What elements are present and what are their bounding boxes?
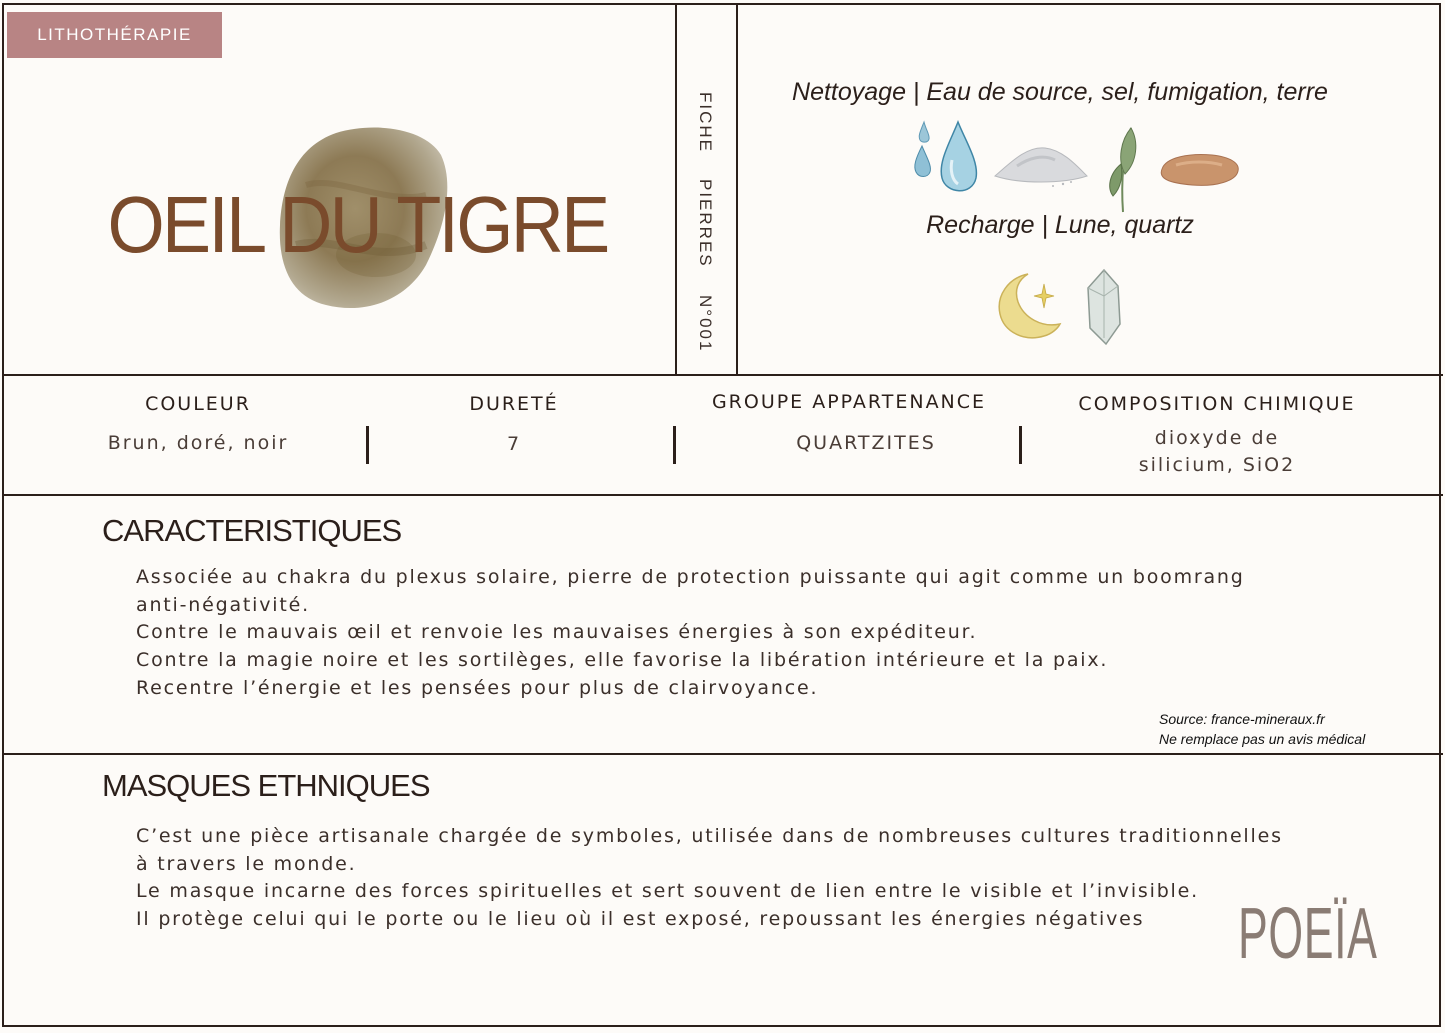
divider-characteristics [2, 753, 1443, 755]
sheet-vertical-label [690, 92, 720, 352]
section-title-masques: MASQUES ETHNIQUES [102, 768, 430, 803]
disclaimer-text: Ne remplace pas un avis médical [1159, 731, 1366, 747]
vertical-label-number: N°001 [696, 294, 715, 352]
paragraph-line: C’est une pièce artisanale chargée de symboles, utilisée dans de nombreuses cultures traditionnelles [136, 825, 1283, 847]
property-value-couleur: Brun, doré, noir [107, 432, 289, 454]
property-value-durete: 7 [506, 433, 522, 455]
composition-line: dioxyde de [1154, 427, 1280, 449]
property-value-groupe: QUARTZITES [796, 432, 936, 454]
category-tag: LITHOTHÉRAPIE [7, 12, 222, 58]
composition-line: silicium, SiO2 [1138, 454, 1296, 476]
property-separator [1019, 426, 1022, 464]
quartz-crystal-icon [1084, 268, 1124, 346]
vertical-label-fiche: FICHE [696, 92, 715, 153]
paragraph-line: Associée au chakra du plexus solaire, pierre de protection puissante qui agit comme un boomrang [136, 566, 1245, 588]
divider-properties [2, 494, 1443, 496]
paragraph-line: Le masque incarne des forces spirituelles et sert souvent de lien entre le visible et l’invisible. [136, 880, 1199, 903]
divider-top [2, 374, 1443, 376]
divider-vertical-right [736, 3, 738, 375]
paragraph-line: à travers le monde. [136, 852, 357, 875]
moon-icon [992, 270, 1064, 344]
property-label-composition: COMPOSITION CHIMIQUE [1078, 393, 1356, 415]
property-value-composition [1092, 425, 1342, 479]
property-separator [366, 426, 369, 464]
property-label-durete: DURETÉ [469, 393, 559, 415]
section-title-caracteristiques: CARACTERISTIQUES [102, 513, 402, 548]
earth-stone-icon [1156, 151, 1242, 189]
recharge-text: Recharge | Lune, quartz [926, 211, 1194, 239]
stone-title: OEIL DU TIGRE [107, 180, 608, 269]
paragraph-line: Il protège celui qui le porte ou le lieu où il est exposé, repoussant les énergies négatives [136, 908, 1145, 931]
sage-leaf-icon [1103, 124, 1143, 214]
source-text: Source: france-mineraux.fr [1159, 711, 1325, 727]
property-label-couleur: COULEUR [145, 393, 251, 415]
masques-text [136, 823, 1366, 934]
source-note [1159, 709, 1365, 749]
paragraph-line: Recentre l’énergie et les pensées pour plus de clairvoyance. [136, 676, 819, 699]
salt-icon [993, 140, 1089, 190]
caracteristiques-text [136, 564, 1366, 703]
vertical-label-pierres: PIERRES [696, 179, 715, 269]
property-separator [673, 426, 676, 464]
brand-logo: POEÏA [1238, 894, 1378, 974]
cleaning-text: Nettoyage | Eau de source, sel, fumigation, terre [792, 78, 1328, 106]
water-drops-icon [910, 120, 982, 200]
paragraph-line: Contre le mauvais œil et renvoie les mauvaises énergies à son expéditeur. [136, 621, 978, 644]
property-label-groupe: GROUPE APPARTENANCE [711, 391, 987, 413]
paragraph-line: Contre la magie noire et les sortilèges, elle favorise la libération intérieure et la paix. [136, 649, 1109, 672]
paragraph-line: anti-négativité. [136, 593, 310, 616]
